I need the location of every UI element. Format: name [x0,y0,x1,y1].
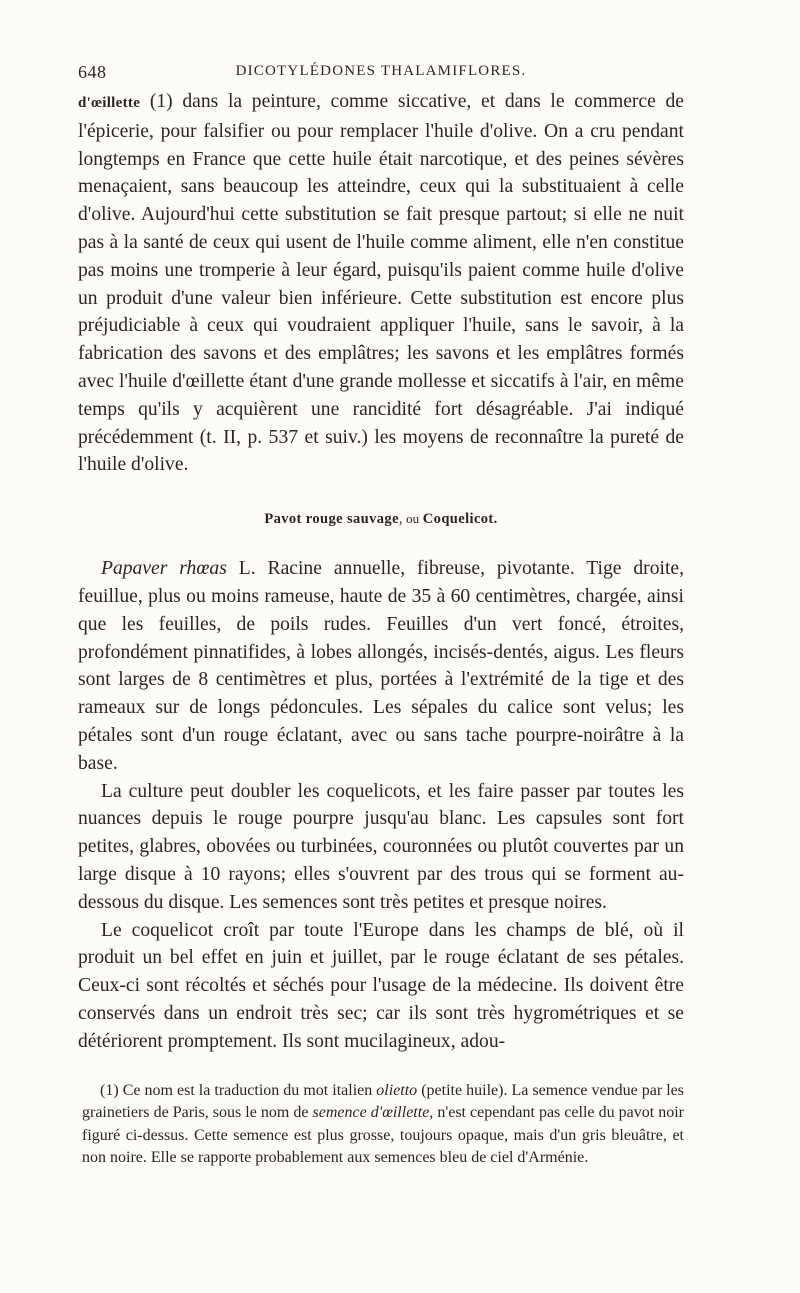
paragraph-culture: La culture peut doubler les coquelicots, et les faire passer par toutes les nuances depuis le rouge pourpre jusqu'au blanc. Les capsules sont fort petites, glabres, obovées ou turbinées, couronnées ou plutôt couvertes par un large disque à 10 rayons; elles s'ouvrent par des trous qui se forment au-dessous du disque. Les semences sont très petites et presque noires. [78,780,684,913]
paragraph-body: (1) dans la peinture, comme siccative, et dans le commerce de l'épicerie, pour falsifier ou pour remplacer l'huile d'olive. On a cru pendant longtemps en France que cette huile était narcotique, et des peines sévères menaçaient, sans beaucoup les atteindre, ceux qui la substituaient à celle d'olive. Aujourd'hui cette substitution se fait presque partout; si elle ne nuit pas à la santé de ceux qui usent de l'huile comme aliment, elle n'en constitue pas moins une tromperie à leur égard, puisqu'ils paient comme huile d'olive un produit d'une valeur bien inférieure. Cette substitution est encore plus préjudiciable à ceux qui voudraient appliquer l'huile, sans le savoir, à la fabrication des savons et des emplâtres; les savons et les emplâtres formés avec l'huile d'œillette étant d'une grande mollesse et siccatifs à l'air, en même temps qu'ils y acquièrent une rancidité fort désagréable. J'ai indiqué précédemment (t. II, p. 537 et suiv.) les moyens de reconnaître la pureté de l'huile d'olive. [78,91,684,476]
page-number: 648 [78,62,107,82]
footnote [82,1080,684,1170]
book-page [78,62,684,1170]
paragraph-oeillette-oil [78,88,684,479]
footnote-text: (petite huile). La semence vendue par les grainetiers de Paris, sous le nom de [82,1081,685,1122]
section-heading-or: ou [406,511,420,527]
footnotes [78,1080,684,1170]
section-heading-title: Pavot rouge sauvage [264,511,399,528]
footnote-text: (1) Ce nom est la traduction du mot italien [100,1081,377,1099]
footnote-italic-term: olietto [376,1081,418,1099]
footnote-italic-term: semence d'œillette, [312,1104,434,1122]
paragraph-habitat: Le coquelicot croît par toute l'Europe dans les champs de blé, où il produit un bel effet en juin et juillet, par le rouge éclatant de ses pétales. Ceux-ci sont récoltés et séchés pour l'usage de la médecine. Ils doivent être conservés dans un endroit très sec; car ils sont très hygrométriques et se détériorent promptement. Ils sont mucilagineux, adou- [78,919,684,1052]
section-heading-separator: , [398,511,407,528]
section-heading [78,509,684,529]
running-head [78,62,684,88]
species-name: Papaver rhœas [101,558,227,580]
footnote-text: n'est cependant pas celle du pavot noir figuré ci-dessus. Cette semence est plus grosse, toujours opaque, mais d'un gris bleuâtre, et non noire. Elle se rapporte probablement aux semences bleu de ciel d'Arménie. [82,1104,684,1167]
paragraph-body: L. Racine annuelle, fibreuse, pivotante. Tige droite, feuillue, plus ou moins rameuse, haute de 35 à 60 centimètres, chargée, ainsi que les feuilles, de poils rudes. Feuilles d'un vert foncé, étroites, profondément pinnatifides, à lobes allongés, incisés-dentés, aigus. Les fleurs sont larges de 8 centimètres et plus, portées à l'extrémité de la tige et des rameaux sur de longs pédoncules. Les sépales du calice sont velus; les pétales sont d'un rouge éclatant, avec ou sans tache pourpre-noirâtre à la base. [78,558,684,774]
section-heading-alt-name: Coquelicot. [422,511,498,528]
paragraph-lead-word: d'œillette [78,95,141,111]
paragraph-description [78,555,684,777]
running-title: DICOTYLÉDONES THALAMIFLORES. [235,63,527,79]
